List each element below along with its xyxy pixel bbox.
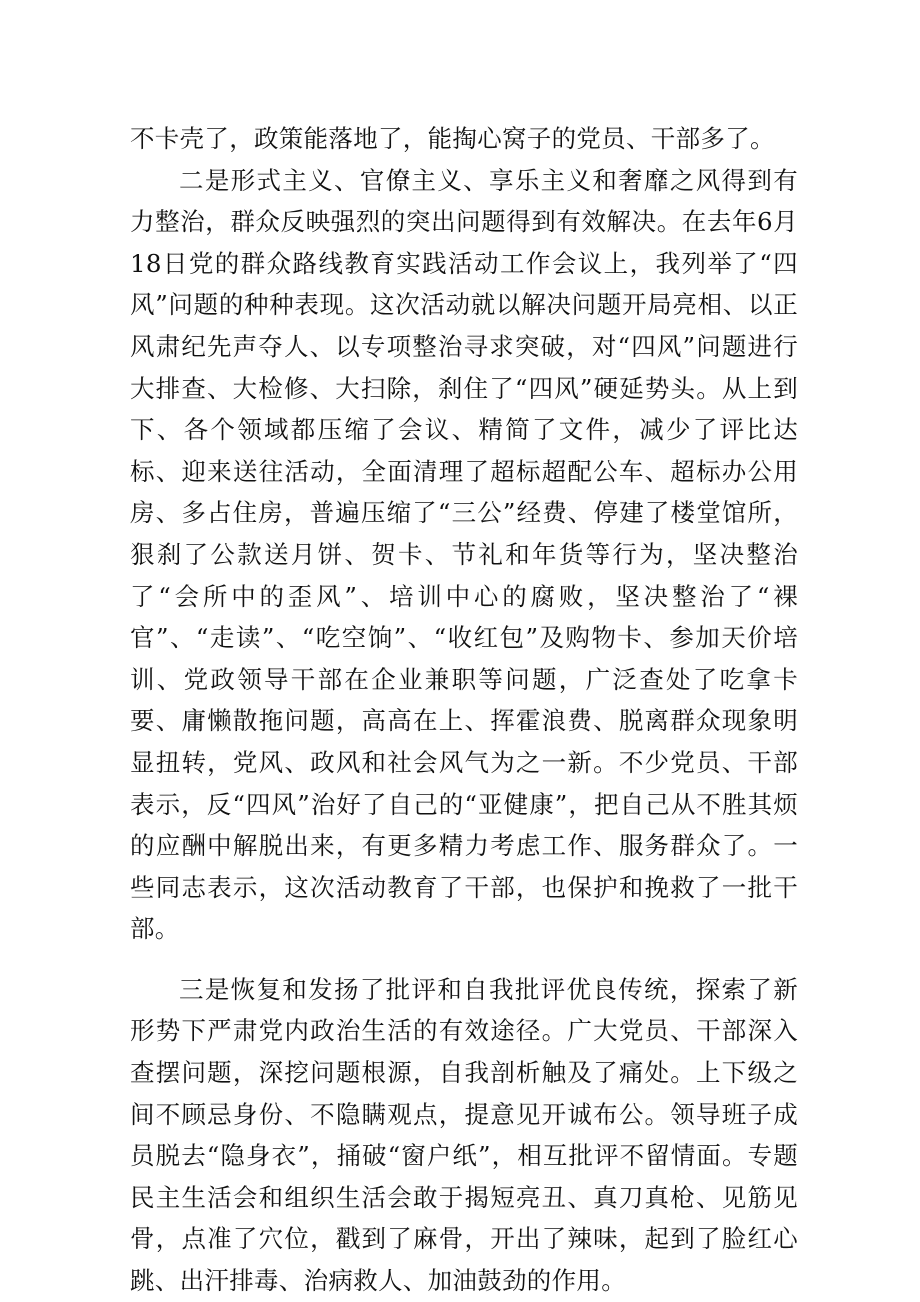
paragraph-third-point: 三是恢复和发扬了批评和自我批评优良传统，探索了新形势下严肃党内政治生活的有效途径。广大党员、干部深入查摆问题，深挖问题根源，自我剖析触及了痛处。上下级之间不顾忌身份、不隐瞒观点，提意见开诚布公。领导班子成员脱去“隐身衣”，捅破“窗户纸”，相互批评不留情面。专题民主生活会和组织生活会敢于揭短亮丑、真刀真枪、见筋见骨，点准了穴位，戳到了麻骨，开出了辣味，起到了脸红心跳、出汗排毒、治病救人、加油鼓劲的作用。 [130,974,798,1296]
paragraph-continuation: 不卡壳了，政策能落地了，能掏心窝子的党员、干部多了。 [130,124,775,153]
paragraph-second-point: 二是形式主义、官僚主义、享乐主义和奢靡之风得到有力整治，群众反映强烈的突出问题得到有效解决。在去年6月18日党的群众路线教育实践活动工作会议上，我列举了“四风”问题的种种表现。这次活动就以解决问题开局亮相、以正风肃纪先声夺人、以专项整治寻求突破，对“四风”问题进行大排查、大检修、大扫除，刹住了“四风”硬延势头。从上到下、各个领域都压缩了会议、精简了文件，减少了评比达标、迎来送往活动，全面清理了超标超配公车、超标办公用房、多占住房，普遍压缩了“三公”经费、停建了楼堂馆所，狠刹了公款送月饼、贺卡、节礼和年货等行为，坚决整治了“会所中的歪风”、培训中心的腐败，坚决整治了“裸官”、“走读”、“吃空饷”、“收红包”及购物卡、参加天价培训、党政领导干部在企业兼职等问题，广泛查处了吃拿卡要、庸懒散拖问题，高高在上、挥霍浪费、脱离群众现象明显扭转，党风、政风和社会风气为之一新。不少党员、干部表示，反“四风”治好了自己的“亚健康”，把自己从不胜其烦的应酬中解脱出来，有更多精力考虑工作、服务群众了。一些同志表示，这次活动教育了干部，也保护和挽救了一批干部。 [130,165,798,944]
document-body [130,118,798,1302]
